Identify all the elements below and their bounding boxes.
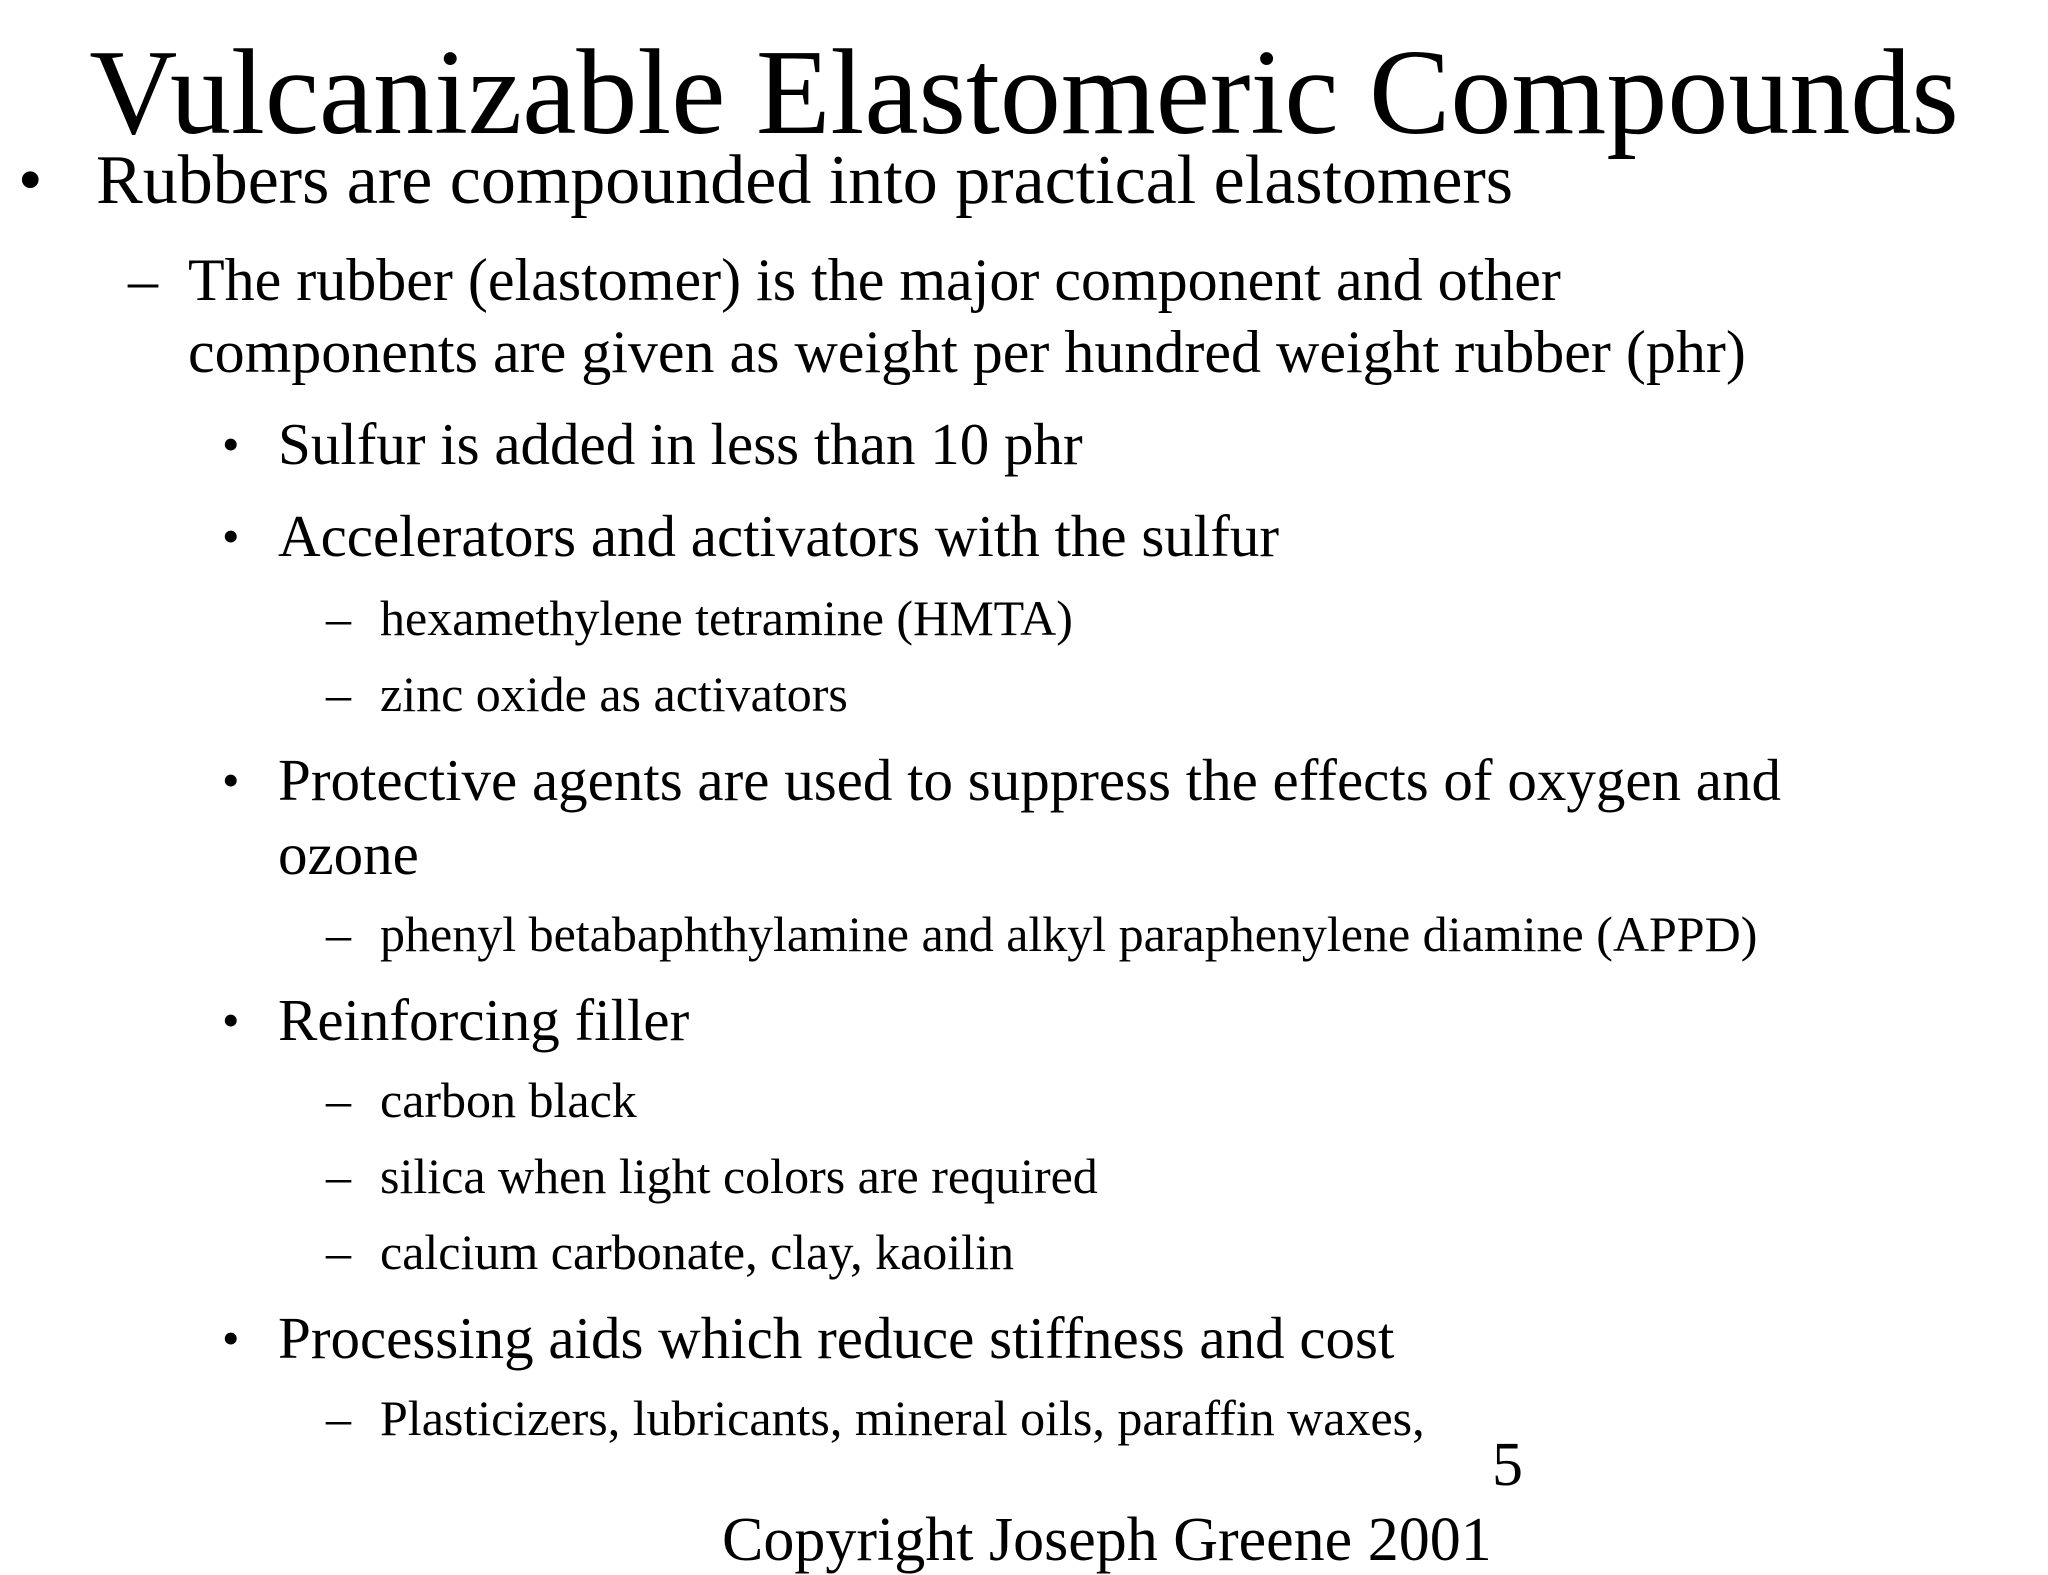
bullet-marker: •	[222, 508, 240, 564]
subitem-text: hexamethylene tetramine (HMTA)	[380, 590, 1073, 646]
dash-marker: –	[326, 1072, 351, 1128]
bullet-marker: •	[18, 142, 43, 219]
subitem-text: calcium carbonate, clay, kaoilin	[380, 1224, 1014, 1280]
bullet-text: Sulfur is added in less than 10 phr	[278, 411, 1083, 477]
bullet-text: Rubbers are compounded into practical elastomers	[96, 142, 1514, 219]
dash-marker: –	[326, 906, 351, 962]
bullet-text: Accelerators and activators with the sulfur	[278, 503, 1279, 569]
bullet-text-continued: ozone	[278, 821, 419, 887]
dash-marker: –	[326, 590, 351, 646]
subitem-text: The rubber (elastomer) is the major component and other	[188, 247, 1561, 313]
bullet-text: Processing aids which reduce stiffness and cost	[278, 1305, 1395, 1371]
dash-marker: –	[128, 247, 158, 313]
bullet-marker: •	[222, 992, 240, 1048]
bullet-marker: •	[222, 416, 240, 472]
subitem-text: Plasticizers, lubricants, mineral oils, paraffin waxes,	[380, 1390, 1425, 1446]
dash-marker: –	[326, 666, 351, 722]
subitem-text: silica when light colors are required	[380, 1148, 1098, 1204]
subitem-text: zinc oxide as activators	[380, 666, 848, 722]
subitem-text: carbon black	[380, 1072, 637, 1128]
subitem-text: phenyl betabaphthylamine and alkyl paraphenylene diamine (APPD)	[380, 906, 1758, 962]
bullet-text: Reinforcing filler	[278, 987, 690, 1053]
bullet-marker: •	[222, 752, 240, 808]
slide-title: Vulcanizable Elastomeric Compounds	[89, 25, 1959, 160]
dash-marker: –	[326, 1390, 351, 1446]
dash-marker: –	[326, 1224, 351, 1280]
page-number: 5	[1492, 1431, 1523, 1499]
copyright-footer: Copyright Joseph Greene 2001	[722, 1506, 1492, 1574]
bullet-marker: •	[222, 1310, 240, 1366]
subitem-text-continued: components are given as weight per hundred weight rubber (phr)	[188, 319, 1746, 385]
dash-marker: –	[326, 1148, 351, 1204]
bullet-text: Protective agents are used to suppress the effects of oxygen and	[278, 747, 1781, 813]
